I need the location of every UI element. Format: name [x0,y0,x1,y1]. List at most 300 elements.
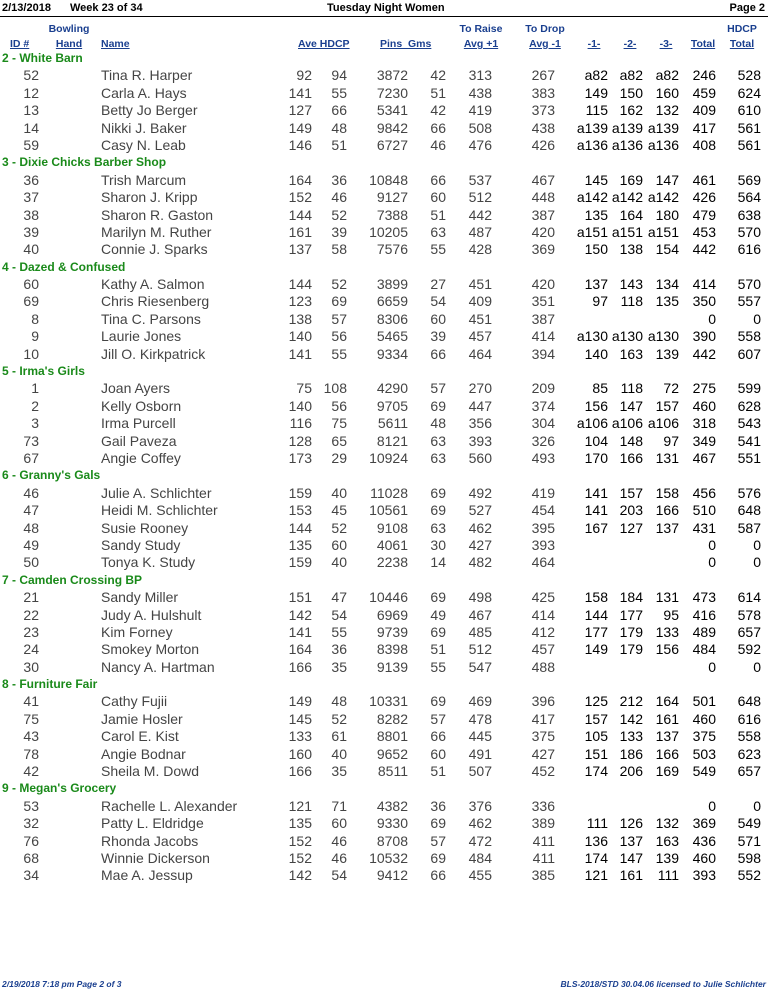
report-week: Week 23 of 34 [70,2,143,14]
bowler-id: 36 [23,171,39,188]
handicap-total: 623 [737,745,761,762]
games: 69 [430,849,446,866]
game-3: 72 [663,380,679,397]
games: 42 [430,102,446,119]
series-total: 0 [708,536,716,553]
bowler-id: 40 [23,241,39,258]
average: 116 [289,415,312,432]
bowler-name: Angie Bodnar [101,745,186,762]
average: 149 [288,119,312,136]
game-2: 143 [619,276,643,293]
handicap: 52 [331,276,347,293]
handicap-total: 551 [737,449,761,466]
page-number: Page 2 [729,2,765,14]
game-3: 139 [655,849,679,866]
bowler-id: 9 [31,328,39,345]
games: 30 [430,536,446,553]
series-total: 350 [692,293,716,310]
average: 144 [288,276,312,293]
game-2: 118 [620,380,643,397]
to-raise: 445 [468,728,492,745]
pins: 7388 [376,206,408,223]
game-2: 162 [619,102,643,119]
game-1: 174 [584,849,608,866]
series-total: 456 [692,484,716,501]
handicap: 55 [331,345,347,362]
col-id: ID # [10,38,30,50]
game-3: 133 [655,623,679,640]
game-3: 160 [655,84,679,101]
game-3: a136 [647,136,679,153]
pins: 9139 [376,658,408,675]
bowler-id: 43 [23,728,39,745]
game-1: 141 [584,484,608,501]
pins: 9412 [376,867,408,884]
to-drop: 427 [531,745,555,762]
pins: 9334 [376,345,408,362]
pins: 8708 [376,832,408,849]
bowler-name: Chris Riesenberg [101,293,210,310]
bowler-row [0,346,768,363]
pins: 4290 [376,380,408,397]
to-drop: 457 [531,641,555,658]
bowler-name: Gail Paveza [101,432,177,449]
to-drop: 369 [531,241,555,258]
handicap: 46 [331,849,347,866]
bowler-id: 39 [23,223,39,240]
handicap: 56 [331,397,347,414]
bowler-id: 21 [23,589,39,606]
games: 63 [430,432,446,449]
bowler-row [0,833,768,850]
bowler-name: Rhonda Jacobs [101,832,199,849]
pins: 5341 [376,102,408,119]
handicap: 94 [331,67,347,84]
series-total: 442 [692,241,716,258]
average: 144 [288,519,312,536]
game-3: 154 [655,241,679,258]
games: 51 [430,84,446,101]
handicap-total: 569 [737,171,761,188]
bowler-id: 67 [23,449,39,466]
handicap-total: 558 [737,328,761,345]
team-heading: 6 - Granny's Gals [2,468,101,483]
bowler-id: 68 [23,849,39,866]
game-3: 111 [657,867,679,884]
to-drop: 411 [532,832,555,849]
handicap-total: 616 [737,241,761,258]
games: 66 [430,119,446,136]
to-raise: 356 [468,415,492,432]
team-heading: 2 - White Barn [2,51,83,65]
to-raise: 537 [468,171,492,188]
handicap-total: 570 [737,223,761,240]
pins: 11028 [370,484,408,501]
average: 151 [288,589,312,606]
handicap-total: 571 [737,832,761,849]
handicap-total: 564 [737,189,761,206]
bowler-id: 69 [23,293,39,310]
series-total: 0 [708,310,716,327]
bowler-name: Kelly Osborn [101,397,182,414]
bowler-id: 73 [23,432,39,449]
handicap: 69 [331,293,347,310]
series-total: 479 [692,206,716,223]
to-raise: 484 [468,849,492,866]
pins: 7576 [376,241,408,258]
col-hand: Hand [55,38,83,50]
games: 63 [430,519,446,536]
average: 128 [288,432,312,449]
handicap-total: 552 [737,867,761,884]
series-total: 460 [692,849,716,866]
average: 141 [288,84,312,101]
average: 138 [288,310,312,327]
bowler-id: 3 [31,415,39,432]
game-3: 147 [655,171,679,188]
bowler-name: Tonya K. Study [101,554,196,571]
game-2: 126 [619,815,643,832]
series-total: 408 [692,136,716,153]
handicap: 55 [331,623,347,640]
games: 69 [430,815,446,832]
col-total: Total [690,38,716,50]
bowler-row [0,398,768,415]
bowler-row [0,380,768,397]
footer-print-info: 2/19/2018 7:18 pm Page 2 of 3 [2,979,122,989]
game-2: a142 [611,189,643,206]
to-drop: 351 [531,293,555,310]
game-2: 179 [619,623,643,640]
game-2: 163 [619,345,643,362]
col-pins-gms: Pins Gms [380,38,432,50]
to-raise: 462 [468,815,492,832]
bowler-id: 59 [23,136,39,153]
average: 166 [288,658,312,675]
to-drop: 383 [531,84,555,101]
series-total: 414 [692,276,716,293]
game-1: 105 [584,728,608,745]
bowler-row [0,207,768,224]
col-game-1: -1- [587,38,601,50]
games: 69 [430,502,446,519]
bowler-row [0,502,768,519]
bowler-name: Susie Rooney [101,519,189,536]
pins: 4061 [376,536,408,553]
bowler-name: Casy N. Leab [101,136,186,153]
game-2: a136 [611,136,643,153]
average: 141 [288,345,312,362]
game-2: a82 [619,67,643,84]
series-total: 246 [692,67,716,84]
bowler-row [0,224,768,241]
to-drop: 414 [531,328,555,345]
average: 123 [288,293,312,310]
bowler-id: 46 [23,484,39,501]
to-raise: 442 [468,206,492,223]
pins: 8511 [377,763,408,780]
series-total: 484 [692,641,716,658]
to-drop: 438 [531,119,555,136]
games: 63 [430,223,446,240]
game-3: 164 [655,693,679,710]
average: 127 [288,102,312,119]
average: 164 [288,641,312,658]
to-raise: 491 [468,745,492,762]
to-raise: 527 [468,502,492,519]
bowler-name: Julie A. Schlichter [101,484,212,501]
pins: 3899 [376,276,408,293]
col-to-drop: To Drop [525,23,565,35]
handicap: 54 [331,606,347,623]
game-3: 131 [655,589,679,606]
series-total: 467 [692,449,716,466]
bowler-row [0,67,768,84]
to-raise: 464 [468,345,492,362]
to-drop: 375 [531,728,555,745]
footer-license: BLS-2018/STD 30.04.06 licensed to Julie Schlichter [560,979,766,989]
game-1: 111 [586,815,608,832]
col-ave-hdcp: Ave HDCP [298,38,350,50]
average: 142 [288,606,312,623]
bowler-id: 48 [23,519,39,536]
game-3: 157 [655,397,679,414]
bowler-row [0,763,768,780]
game-2: 137 [619,832,643,849]
game-2: 184 [619,589,643,606]
handicap-total: 610 [737,102,761,119]
bowler-id: 30 [23,658,39,675]
bowler-name: Betty Jo Berger [101,102,198,119]
game-1: a106 [576,415,608,432]
game-2: 127 [619,519,643,536]
series-total: 503 [692,745,716,762]
bowler-row [0,276,768,293]
bowler-id: 24 [23,641,39,658]
bowler-id: 1 [31,380,39,397]
bowler-row [0,293,768,310]
handicap: 52 [331,206,347,223]
game-3: 180 [655,206,679,223]
to-drop: 454 [531,502,555,519]
handicap: 46 [331,189,347,206]
to-drop: 448 [531,189,555,206]
average: 164 [288,171,312,188]
to-raise: 270 [468,380,492,397]
to-drop: 395 [531,519,555,536]
handicap: 29 [331,449,347,466]
game-3: 161 [655,710,679,727]
team-heading: 3 - Dixie Chicks Barber Shop [2,155,167,170]
bowler-row [0,867,768,884]
bowler-name: Sharon J. Kripp [101,189,198,206]
bowler-id: 32 [23,815,39,832]
handicap-total: 614 [737,589,761,606]
to-raise: 492 [468,484,492,501]
to-drop: 387 [531,206,555,223]
games: 66 [430,867,446,884]
handicap-total: 648 [737,693,761,710]
to-raise: 512 [468,641,492,658]
game-1: 115 [585,102,608,119]
games: 51 [430,641,446,658]
series-total: 416 [692,606,716,623]
game-2: 147 [619,849,643,866]
bowler-id: 37 [23,189,39,206]
average: 121 [288,797,312,814]
handicap-total: 0 [753,658,761,675]
bowler-row [0,328,768,345]
game-3: a139 [647,119,679,136]
game-1: a139 [576,119,608,136]
to-raise: 455 [468,867,492,884]
game-1: a130 [576,328,608,345]
bowler-row [0,728,768,745]
bowler-name: Smokey Morton [101,641,200,658]
to-raise: 476 [468,136,492,153]
handicap-total: 570 [737,276,761,293]
to-drop: 396 [531,693,555,710]
handicap-total: 549 [737,815,761,832]
to-drop: 412 [531,623,555,640]
games: 60 [430,189,446,206]
average: 141 [288,623,312,640]
handicap-total: 648 [737,502,761,519]
games: 57 [430,380,446,397]
bowler-id: 13 [23,102,39,119]
to-drop: 493 [531,449,555,466]
to-raise: 482 [468,554,492,571]
bowler-name: Tina R. Harper [101,67,193,84]
to-raise: 512 [468,189,492,206]
series-total: 375 [692,728,716,745]
bowler-name: Sandy Study [101,536,181,553]
game-1: 151 [584,745,608,762]
handicap-total: 638 [737,206,761,223]
to-drop: 467 [531,171,555,188]
game-1: 121 [584,867,608,884]
col-name: Name [101,38,130,50]
game-2: 203 [619,502,643,519]
report-date: 2/13/2018 [2,2,51,14]
handicap-total: 528 [737,67,761,84]
game-1: a142 [576,189,608,206]
game-3: 135 [655,293,679,310]
handicap: 60 [331,536,347,553]
bowler-name: Connie J. Sparks [101,241,208,258]
series-total: 0 [708,658,716,675]
game-2: 148 [619,432,643,449]
handicap-total: 561 [737,136,761,153]
handicap: 36 [331,171,347,188]
pins: 10331 [369,693,408,710]
to-raise: 462 [468,519,492,536]
bowler-name: Winnie Dickerson [101,849,210,866]
bowler-name: Patty L. Eldridge [101,815,204,832]
handicap: 57 [331,310,347,327]
handicap: 52 [331,710,347,727]
game-3: 166 [655,745,679,762]
games: 54 [430,293,446,310]
handicap: 46 [331,832,347,849]
bowler-id: 52 [23,67,39,84]
series-total: 409 [692,102,716,119]
games: 36 [430,797,446,814]
to-raise: 469 [468,693,492,710]
average: 173 [288,449,312,466]
bowler-id: 41 [23,693,39,710]
games: 60 [430,745,446,762]
series-total: 460 [692,710,716,727]
average: 145 [288,710,312,727]
bowler-row [0,659,768,676]
games: 69 [430,484,446,501]
bowler-id: 78 [23,745,39,762]
bowler-id: 12 [23,84,39,101]
series-total: 417 [692,119,716,136]
pins: 6969 [376,606,408,623]
game-3: a151 [647,223,679,240]
to-drop: 393 [531,536,555,553]
game-3: a142 [647,189,679,206]
bowler-row [0,537,768,554]
pins: 8398 [376,641,408,658]
handicap-total: 587 [737,519,761,536]
series-total: 473 [692,589,716,606]
bowler-row [0,433,768,450]
series-total: 453 [692,223,716,240]
series-total: 459 [692,84,716,101]
handicap-total: 599 [737,380,761,397]
pins: 10205 [369,223,408,240]
to-drop: 420 [531,276,555,293]
handicap: 35 [331,763,347,780]
series-total: 510 [692,502,716,519]
game-1: 150 [584,241,608,258]
average: 152 [288,189,312,206]
game-2: 169 [619,171,643,188]
to-drop: 209 [531,380,555,397]
to-drop: 411 [532,849,555,866]
pins: 8121 [376,432,408,449]
bowler-row [0,815,768,832]
average: 166 [288,763,312,780]
bowler-name: Sharon R. Gaston [101,206,214,223]
to-raise: 457 [468,328,492,345]
bowler-id: 60 [23,276,39,293]
bowler-row [0,693,768,710]
game-2: 206 [619,763,643,780]
handicap: 51 [331,136,347,153]
handicap-total: 541 [737,432,761,449]
team-heading: 7 - Camden Crossing BP [2,572,143,587]
to-drop: 419 [531,484,555,501]
series-total: 461 [692,171,716,188]
games: 51 [430,206,446,223]
standings-table [0,50,768,885]
handicap-total: 561 [737,119,761,136]
to-drop: 426 [531,136,555,153]
handicap-total: 0 [753,536,761,553]
pins: 10532 [369,849,408,866]
handicap-total: 657 [737,623,761,640]
bowler-id: 8 [31,310,39,327]
games: 66 [430,728,446,745]
bowler-name: Jill O. Kirkpatrick [101,345,206,362]
average: 146 [288,136,312,153]
game-2: 177 [619,606,643,623]
games: 46 [430,136,446,153]
